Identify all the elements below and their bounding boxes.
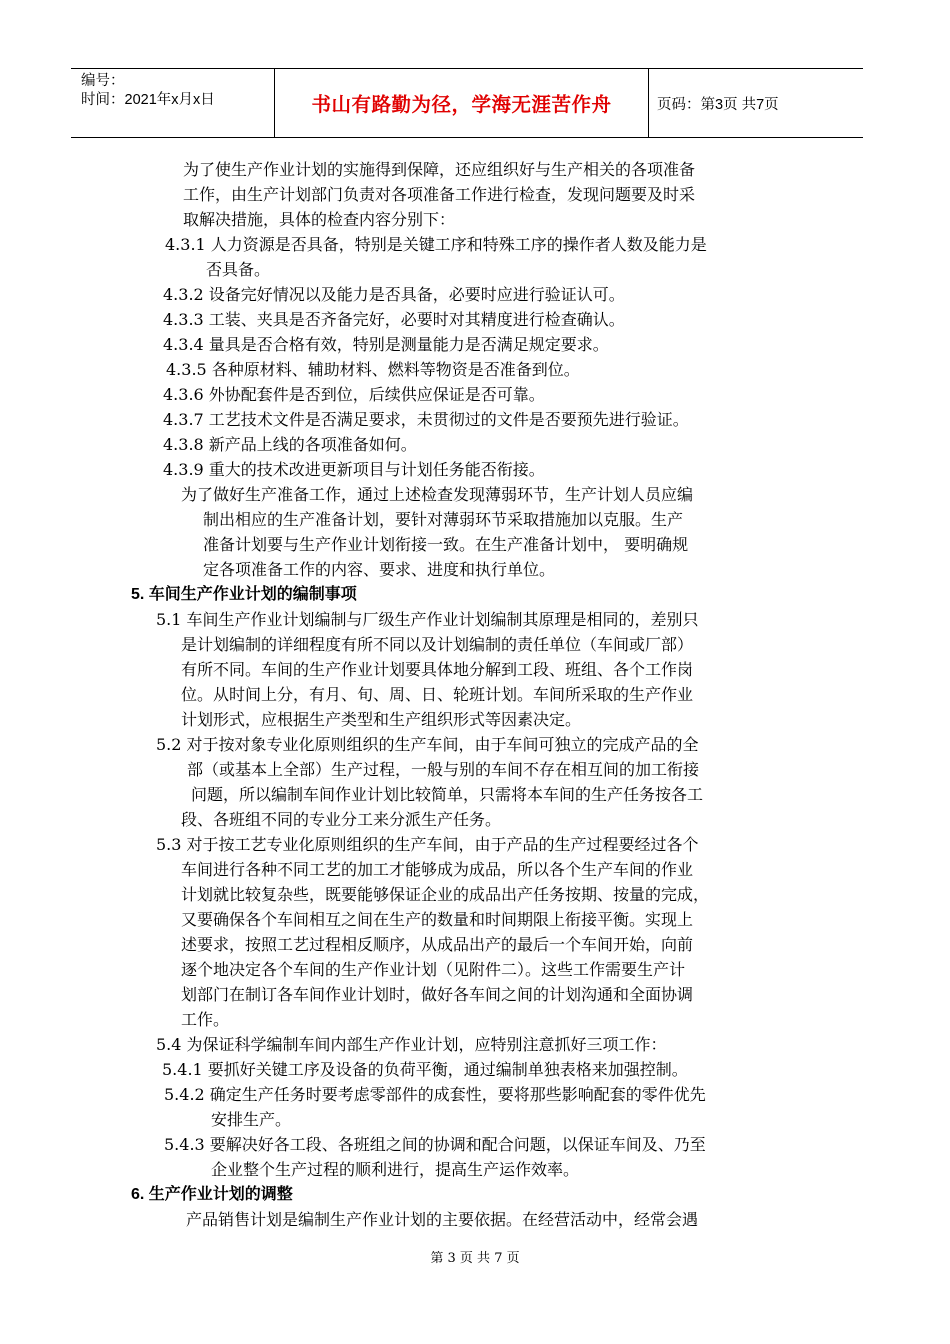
header-page-cell (648, 69, 872, 137)
text-line: 5.4.1 要抓好关键工序及设备的负荷平衡，通过编制单独表格来加强控制。 (162, 1060, 688, 1079)
section-heading-6: 6. 生产作业计划的调整 (131, 1186, 293, 1203)
text-line: 4.3.8 新产品上线的各项准备如何。 (163, 435, 417, 454)
text-line: 为了使生产作业计划的实施得到保障，还应组织好与生产相关的各项准备 (183, 160, 696, 179)
text-line: 4.3.7 工艺技术文件是否满足要求，未贯彻过的文件是否要预先进行验证。 (163, 410, 689, 429)
header-meta (71, 69, 274, 137)
page-footer: 第 3 页 共 7 页 (430, 1251, 520, 1266)
header-motto-cell (274, 69, 649, 137)
motto: 书山有路勤为径，学海无涯苦作舟 (311, 94, 612, 116)
number-label: 编号： (81, 73, 125, 89)
text-line: 为了做好生产准备工作，通过上述检查发现薄弱环节，生产计划人员应编 (181, 485, 694, 504)
text-line: 5.1 车间生产作业计划编制与厂级生产作业计划编制其原理是相同的，差别只 (156, 610, 699, 629)
section-heading-5: 5. 车间生产作业计划的编制事项 (131, 586, 357, 603)
text-line: 准备计划要与生产作业计划衔接一致。在生产准备计划中， 要明确规 (203, 535, 689, 554)
text-line: 5.2 对于按对象专业化原则组织的生产车间，由于车间可独立的完成产品的全 (156, 735, 699, 754)
text-line: 4.3.1 人力资源是否具备，特别是关键工序和特殊工序的操作者人数及能力是 (165, 235, 707, 254)
text-line: 逐个地决定各个车间的生产作业计划（见附件二）。这些工作需要生产计 (181, 960, 686, 979)
text-line: 定各项准备工作的内容、要求、进度和执行单位。 (203, 560, 556, 579)
text-line: 4.3.4 量具是否合格有效，特别是测量能力是否满足规定要求。 (163, 335, 609, 354)
text-line: 述要求，按照工艺过程相反顺序，从成品出产的最后一个车间开始，向前 (181, 935, 694, 954)
time-label: 时间：2021年x月x日 (81, 92, 215, 108)
text-line: 工作。 (181, 1010, 230, 1029)
text-line: 部（或基本上全部）生产过程，一般与别的车间不存在相互间的加工衔接 (187, 760, 700, 779)
text-line: 5.4 为保证科学编制车间内部生产作业计划，应特别注意抓好三项工作： (156, 1035, 667, 1054)
text-line: 问题，所以编制车间作业计划比较简单，只需将本车间的生产任务按各工 (191, 785, 704, 804)
text-line: 段、各班组不同的专业分工来分派生产任务。 (181, 810, 502, 829)
text-line: 车间进行各种不同工艺的加工才能够成为成品，所以各个生产车间的作业 (181, 860, 694, 879)
text-line: 计划形式，应根据生产类型和生产组织形式等因素决定。 (181, 710, 582, 729)
text-line: 取解决措施，具体的检查内容分别下： (183, 210, 456, 229)
text-line: 4.3.5 各种原材料、辅助材料、燃料等物资是否准备到位。 (166, 360, 580, 379)
text-line: 4.3.3 工装、夹具是否齐备完好，必要时对其精度进行检查确认。 (163, 310, 625, 329)
text-line: 产品销售计划是编制生产作业计划的主要依据。在经营活动中，经常会遇 (186, 1210, 699, 1229)
text-line: 4.3.2 设备完好情况以及能力是否具备，必要时应进行验证认可。 (163, 285, 625, 304)
text-line: 划部门在制订各车间作业计划时，做好各车间之间的计划沟通和全面协调 (181, 985, 694, 1004)
text-line: 企业整个生产过程的顺利进行，提高生产运作效率。 (211, 1160, 580, 1179)
text-line: 安排生产。 (211, 1110, 292, 1129)
page-header (71, 68, 863, 138)
text-line: 工作，由生产计划部门负责对各项准备工作进行检查，发现问题要及时采 (183, 185, 696, 204)
text-line: 5.3 对于按工艺专业化原则组织的生产车间，由于产品的生产过程要经过各个 (156, 835, 699, 854)
text-line: 4.3.6 外协配套件是否到位，后续供应保证是否可靠。 (163, 385, 545, 404)
text-line: 制出相应的生产准备计划，要针对薄弱环节采取措施加以克服。生产 (203, 510, 684, 529)
text-line: 计划就比较复杂些，既要能够保证企业的成品出产任务按期、按量的完成， (181, 885, 710, 904)
page-label: 页码：第3页 共7页 (657, 96, 779, 113)
text-line: 位。从时间上分，有月、旬、周、日、轮班计划。车间所采取的生产作业 (181, 685, 694, 704)
text-line: 否具备。 (206, 260, 271, 279)
text-line: 是计划编制的详细程度有所不同以及计划编制的责任单位（车间或厂部） (181, 635, 694, 654)
text-line: 5.4.2 确定生产任务时要考虑零部件的成套性，要将那些影响配套的零件优先 (164, 1085, 706, 1104)
text-line: 又要确保各个车间相互之间在生产的数量和时间期限上衔接平衡。实现上 (181, 910, 694, 929)
text-line: 有所不同。车间的生产作业计划要具体地分解到工段、班组、各个工作岗 (181, 660, 694, 679)
text-line: 5.4.3 要解决好各工段、各班组之间的协调和配合问题，以保证车间及、乃至 (164, 1135, 706, 1154)
text-line: 4.3.9 重大的技术改进更新项目与计划任务能否衔接。 (163, 460, 545, 479)
